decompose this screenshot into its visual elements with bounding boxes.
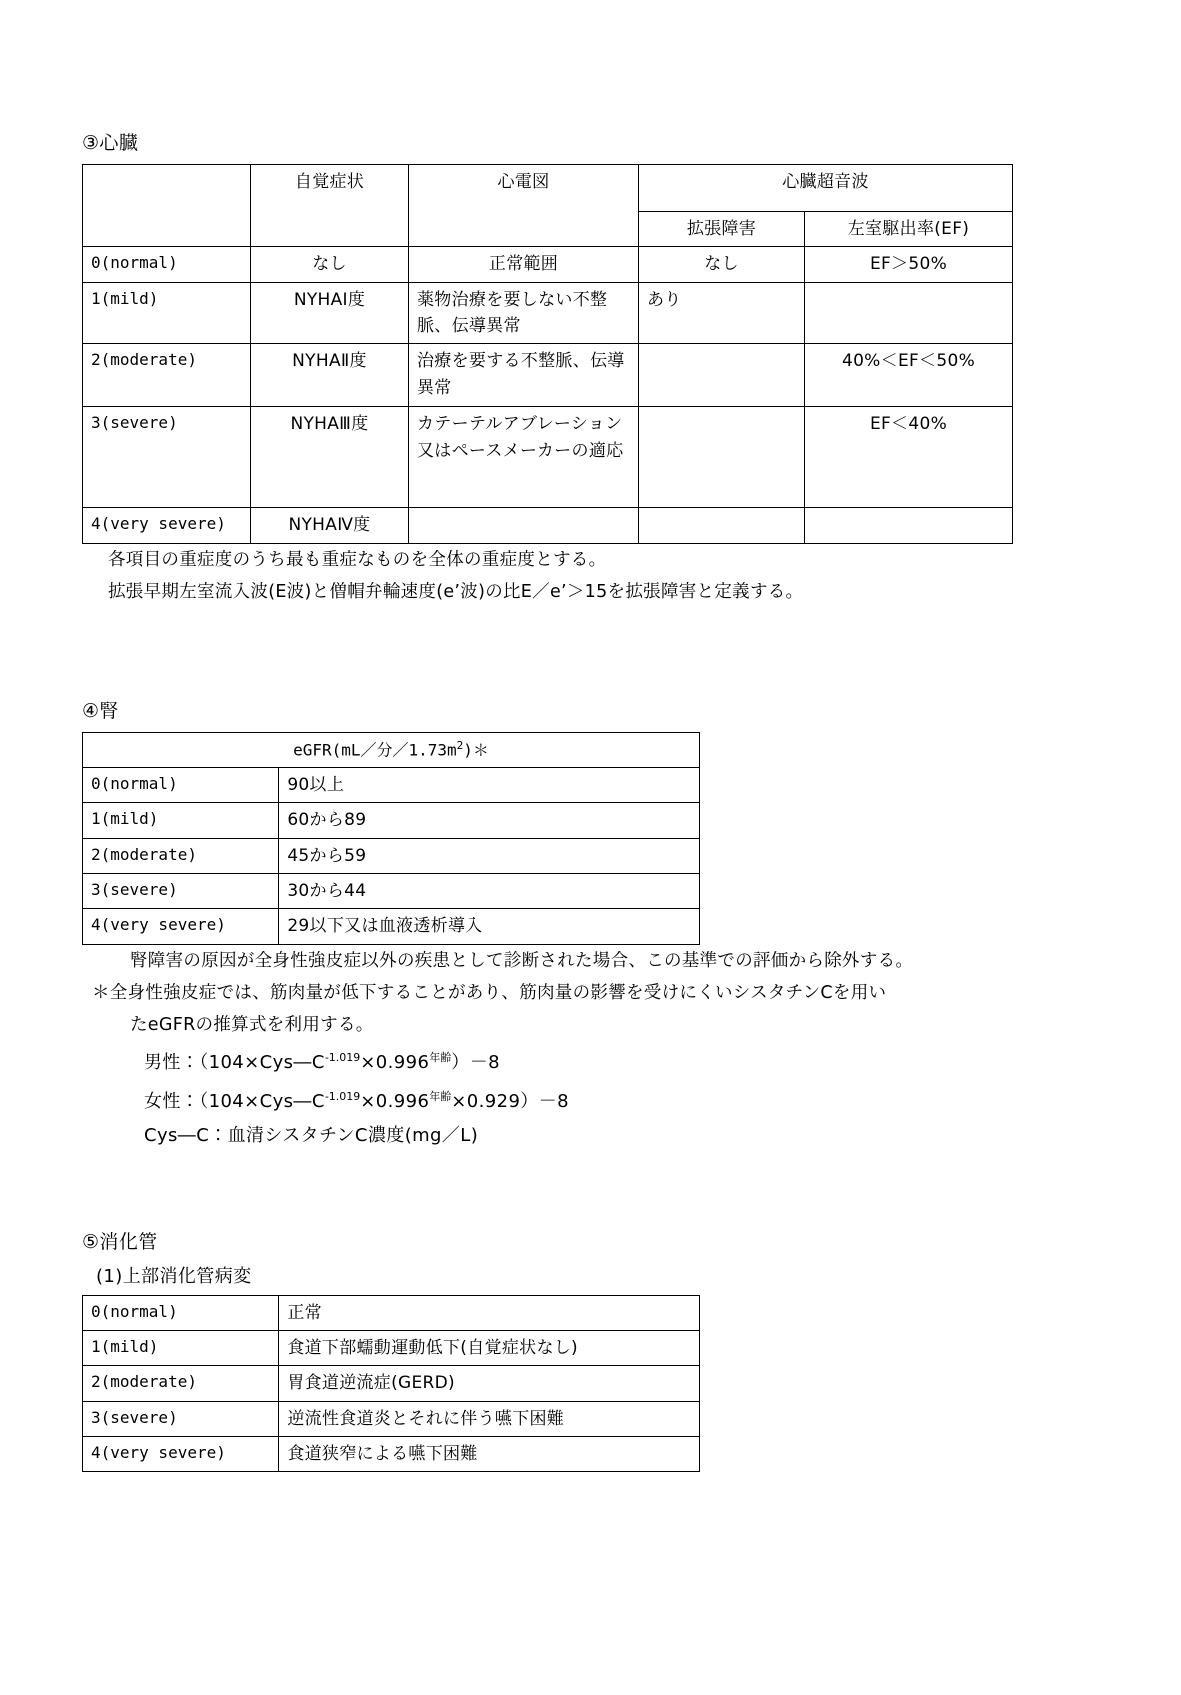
cell-gi-finding: 正常 — [279, 1295, 700, 1330]
section-spacer — [82, 1153, 1092, 1227]
cell-grade: 4(very severe) — [83, 508, 251, 543]
table-row — [83, 1295, 700, 1330]
cell-gi-finding: 胃食道逆流症(GERD) — [279, 1366, 700, 1401]
formula-male-exponent-2: 年齢 — [429, 1050, 452, 1064]
formula-female-tail: ×0.929）－8 — [451, 1090, 569, 1112]
cell-grade: 2(moderate) — [83, 344, 251, 407]
cell-grade: 3(severe) — [83, 1401, 279, 1436]
cell-ecg: 治療を要する不整脈、伝導異常 — [409, 344, 639, 407]
cell-egfr-value: 30から44 — [279, 873, 700, 908]
table-row — [83, 803, 700, 838]
cell-symptom: NYHAⅣ度 — [251, 508, 409, 543]
cell-diastolic — [639, 407, 805, 508]
header-cell-ecg: 心電図 — [409, 165, 639, 247]
cell-grade: 4(very severe) — [83, 1436, 279, 1471]
cell-ecg: 薬物治療を要しない不整脈、伝導異常 — [409, 282, 639, 344]
section-spacer — [82, 608, 1092, 696]
cell-grade: 2(moderate) — [83, 1366, 279, 1401]
kidney-note-3: たeGFRの推算式を利用する。 — [130, 1014, 374, 1035]
section-heading-kidney: ④腎 — [82, 699, 119, 722]
cell-diastolic — [639, 508, 805, 543]
cell-diastolic: あり — [639, 282, 805, 344]
cell-grade: 0(normal) — [83, 247, 251, 282]
table-row — [83, 508, 1013, 543]
table-row — [83, 1436, 700, 1471]
cell-ef — [805, 508, 1013, 543]
cell-grade: 0(normal) — [83, 767, 279, 802]
cell-ecg: 正常範囲 — [409, 247, 639, 282]
cell-grade: 1(mild) — [83, 282, 251, 344]
heart-severity-table — [82, 164, 1013, 544]
formula-female — [82, 1080, 1092, 1119]
cell-grade: 2(moderate) — [83, 838, 279, 873]
table-row — [83, 838, 700, 873]
header-cell-diastolic-dysfunction: 拡張障害 — [639, 212, 805, 247]
cell-grade: 1(mild) — [83, 1330, 279, 1365]
cell-ef: EF＜40% — [805, 407, 1013, 508]
page-content — [82, 128, 1092, 1472]
cell-symptom: NYHAⅡ度 — [251, 344, 409, 407]
cell-grade: 1(mild) — [83, 803, 279, 838]
header-cell-egfr — [83, 732, 700, 767]
cell-grade: 0(normal) — [83, 1295, 279, 1330]
table-row — [83, 1401, 700, 1436]
cell-ef: 40%＜EF＜50% — [805, 344, 1013, 407]
cell-gi-finding: 食道下部蠕動運動低下(自覚症状なし) — [279, 1330, 700, 1365]
cell-egfr-value: 90以上 — [279, 767, 700, 802]
subsection-heading-upper-gi: (1)上部消化管病変 — [96, 1265, 252, 1287]
cell-grade: 3(severe) — [83, 873, 279, 908]
kidney-severity-table — [82, 732, 700, 945]
formula-male-tail: ）－8 — [451, 1051, 500, 1073]
table-row — [83, 407, 1013, 508]
cell-gi-finding: 食道狭窄による嚥下困難 — [279, 1436, 700, 1471]
kidney-note-2: ＊全身性強皮症では、筋肉量が低下することがあり、筋肉量の影響を受けにくいシスタチンCを用い — [92, 982, 887, 1003]
table-header-row-top — [83, 165, 1013, 212]
cell-egfr-value: 60から89 — [279, 803, 700, 838]
cell-gi-finding: 逆流性食道炎とそれに伴う嚥下困難 — [279, 1401, 700, 1436]
formula-male-label: 男性：（104×Cys―C — [144, 1051, 325, 1073]
cell-symptom: NYHAⅠ度 — [251, 282, 409, 344]
cell-ecg — [409, 508, 639, 543]
formula-female-mid: ×0.996 — [360, 1090, 430, 1112]
header-cell-symptom: 自覚症状 — [251, 165, 409, 247]
egfr-header-superscript: 2 — [456, 738, 464, 752]
cell-egfr-value: 45から59 — [279, 838, 700, 873]
heart-note-1: 各項目の重症度のうち最も重症なものを全体の重症度とする。 — [108, 549, 607, 570]
header-cell-ejection-fraction: 左室駆出率(EF) — [805, 212, 1013, 247]
section-heading-heart: ③心臓 — [82, 132, 139, 154]
formula-male — [82, 1041, 1092, 1080]
formula-male-mid: ×0.996 — [360, 1051, 430, 1073]
table-row — [83, 1366, 700, 1401]
table-row — [83, 873, 700, 908]
formula-male-exponent-1: -1.019 — [324, 1050, 361, 1064]
cys-c-definition: Cys―C：血清シスタチンC濃度(mg／L) — [144, 1124, 479, 1146]
table-row — [83, 247, 1013, 282]
cell-grade: 4(very severe) — [83, 909, 279, 944]
cell-symptom: NYHAⅢ度 — [251, 407, 409, 508]
cell-symptom: なし — [251, 247, 409, 282]
formula-female-exponent-1: -1.019 — [324, 1089, 361, 1103]
cell-diastolic — [639, 344, 805, 407]
header-cell-blank — [83, 165, 251, 247]
table-row — [83, 909, 700, 944]
cell-egfr-value: 29以下又は血液透析導入 — [279, 909, 700, 944]
egfr-header-main: eGFR(mL／分／1.73m — [293, 740, 457, 760]
table-header-row — [83, 732, 700, 767]
table-row — [83, 344, 1013, 407]
egfr-header-tail: )＊ — [463, 740, 489, 760]
cell-ef: EF＞50% — [805, 247, 1013, 282]
cell-ef — [805, 282, 1013, 344]
cell-ecg: カテーテルアブレーション又はペースメーカーの適応 — [409, 407, 639, 508]
section-heading-gi: ⑤消化管 — [82, 1230, 158, 1253]
heart-note-2: 拡張早期左室流入波(E波)と僧帽弁輪速度(e’波)の比E／e’＞15を拡張障害と定義する。 — [108, 581, 804, 602]
table-row — [83, 282, 1013, 344]
cell-diastolic: なし — [639, 247, 805, 282]
cell-grade: 3(severe) — [83, 407, 251, 508]
table-row — [83, 767, 700, 802]
table-row — [83, 1330, 700, 1365]
upper-gi-severity-table — [82, 1295, 700, 1473]
formula-female-exponent-2: 年齢 — [429, 1089, 452, 1103]
header-cell-echo: 心臓超音波 — [639, 165, 1013, 212]
formula-female-label: 女性：（104×Cys―C — [144, 1090, 325, 1112]
kidney-note-1: 腎障害の原因が全身性強皮症以外の疾患として診断された場合、この基準での評価から除外する。 — [130, 950, 914, 971]
